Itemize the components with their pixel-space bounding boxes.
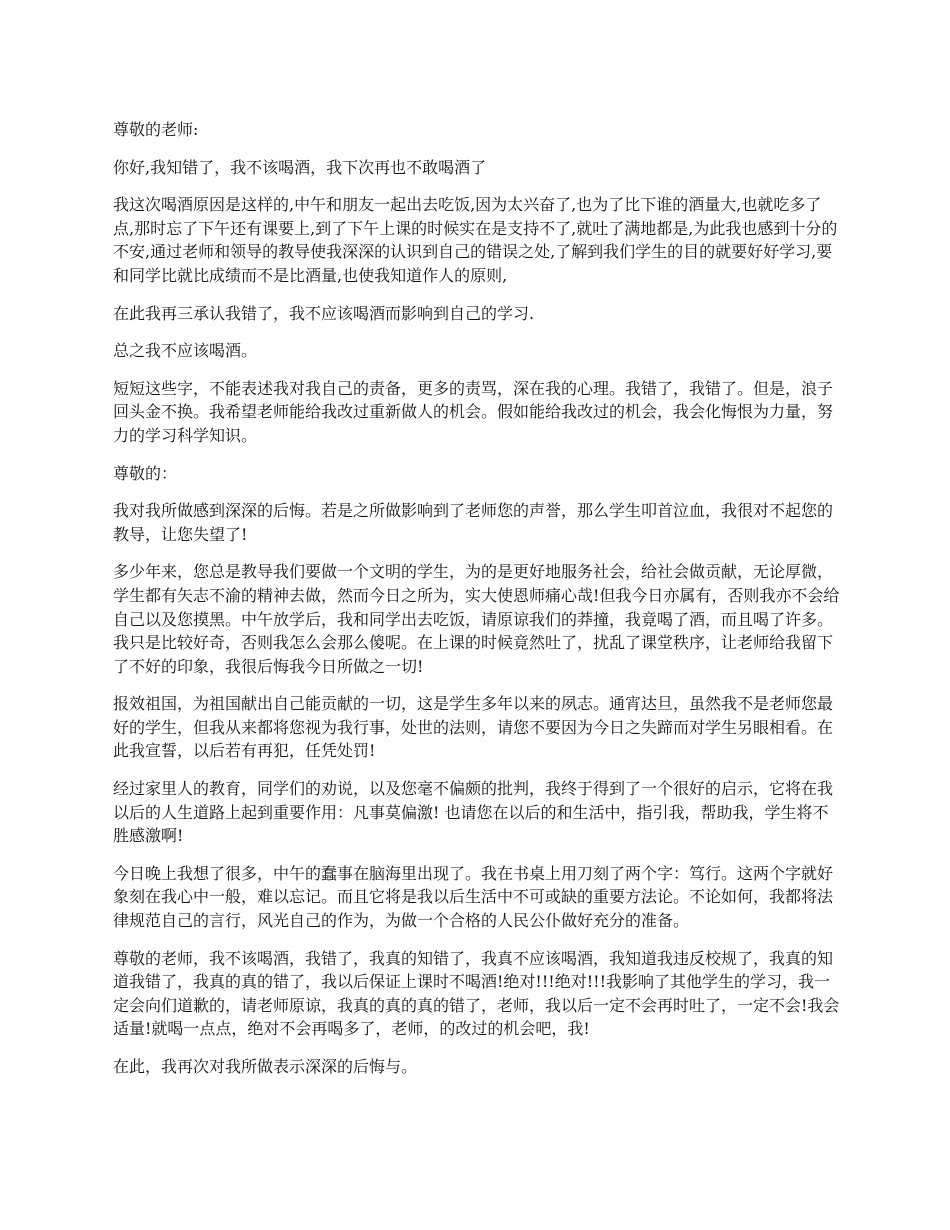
- greeting-paragraph: 你好,我知错了，我不该喝酒，我下次再也不敢喝酒了: [113, 157, 487, 177]
- body-paragraph: 在此我再三承认我错了，我不应该喝酒而影响到自己的学习.: [113, 303, 535, 323]
- salutation: 尊敬的老师:: [113, 120, 199, 139]
- body-paragraph: 多少年来，您总是教导我们要做一个文明的学生，为的是更好地服务社会，给社会做贡献，无论厚微，学生都有矢志不渝的精神去做，然而今日之所为，实大使恩师痛心哉!但我今日亦属有，否则我亦不会给自己以及您摸黑。中午放学后，我和同学出去吃饭，请原谅我们的莽撞，我竟喝了酒，而且喝了许多。我只是比较好奇，否则我怎么会那么傻呢。在上课的时候竟然吐了，扰乱了课堂秩序，让老师给我留下了不好的印象，我很后悔我今日所做之一切!: [113, 562, 840, 676]
- body-paragraph: 报效祖国，为祖国献出自己能贡献的一切，这是学生多年以来的夙志。通宵达旦，虽然我不是老师您最好的学生，但我从来都将您视为我行事，处世的法则，请您不要因为今日之失蹄而对学生另眼相看。在此我宣誓，以后若有再犯，任凭处罚!: [113, 694, 834, 761]
- body-paragraph: 今日晚上我想了很多，中午的蠢事在脑海里出现了。我在书桌上用刀刻了两个字：笃行。这两个字就好象刻在我心中一般，难以忘记。而且它将是我以后生活中不可或缺的重要方法论。不论如何，我都将法律规范自己的言行，风光自己的作为，为做一个合格的人民公仆做好充分的准备。: [113, 863, 834, 931]
- document-page: [113, 118, 841, 1093]
- body-paragraph: 经过家里人的教育，同学们的劝说，以及您毫不偏颇的批判，我终于得到了一个很好的启示，它将在我以后的人生道路上起到重要作用：凡事莫偏激! 也请您在以后的和生活中，指引我，帮助我，学生将不胜感激啊!: [113, 779, 834, 846]
- closing-paragraph: 在此，我再次对我所做表示深深的后悔与。: [113, 1057, 418, 1076]
- salutation: 尊敬的：: [113, 463, 178, 483]
- body-paragraph: 总之我不应该喝酒。: [113, 341, 258, 361]
- body-paragraph: 尊敬的老师，我不该喝酒，我错了，我真的知错了，我真不应该喝酒，我知道我违反校规了，我真的知道我错了，我真的真的错了，我以后保证上课时不喝酒!绝对!!!绝对!!!我影响了其他学生的学习，我一定会向们道歉的，请老师原谅，我真的真的真的错了，老师，我以后一定不会再时吐了，一定不会!我会适量!就喝一点点，绝对不会再喝多了，老师，的改过的机会吧，我!: [113, 948, 840, 1039]
- body-paragraph: 我对我所做感到深深的后悔。若是之所做影响到了老师您的声誉，那么学生叩首泣血，我很对不起您的教导，让您失望了!: [113, 501, 834, 544]
- body-paragraph: 我这次喝酒原因是这样的,中午和朋友一起出去吃饭,因为太兴奋了,也为了比下谁的酒量大,也就吃多了点,那时忘了下午还有课要上,到了下午上课的时候实在是支持不了,就吐了满地都是,为此我也感到十分的不安,通过老师和领导的教导使我深深的认识到自己的错误之处,了解到我们学生的目的就要好好学习,要和同学比就比成绩而不是比酒量,也使我知道作人的原则,: [113, 195, 838, 285]
- body-paragraph: 短短这些字，不能表述我对我自己的责备，更多的责骂，深在我的心理。我错了，我错了。但是，浪子回头金不换。我希望老师能给我改过重新做人的机会。假如能给我改过的机会，我会化悔恨为力量，努力的学习科学知识。: [113, 378, 834, 445]
